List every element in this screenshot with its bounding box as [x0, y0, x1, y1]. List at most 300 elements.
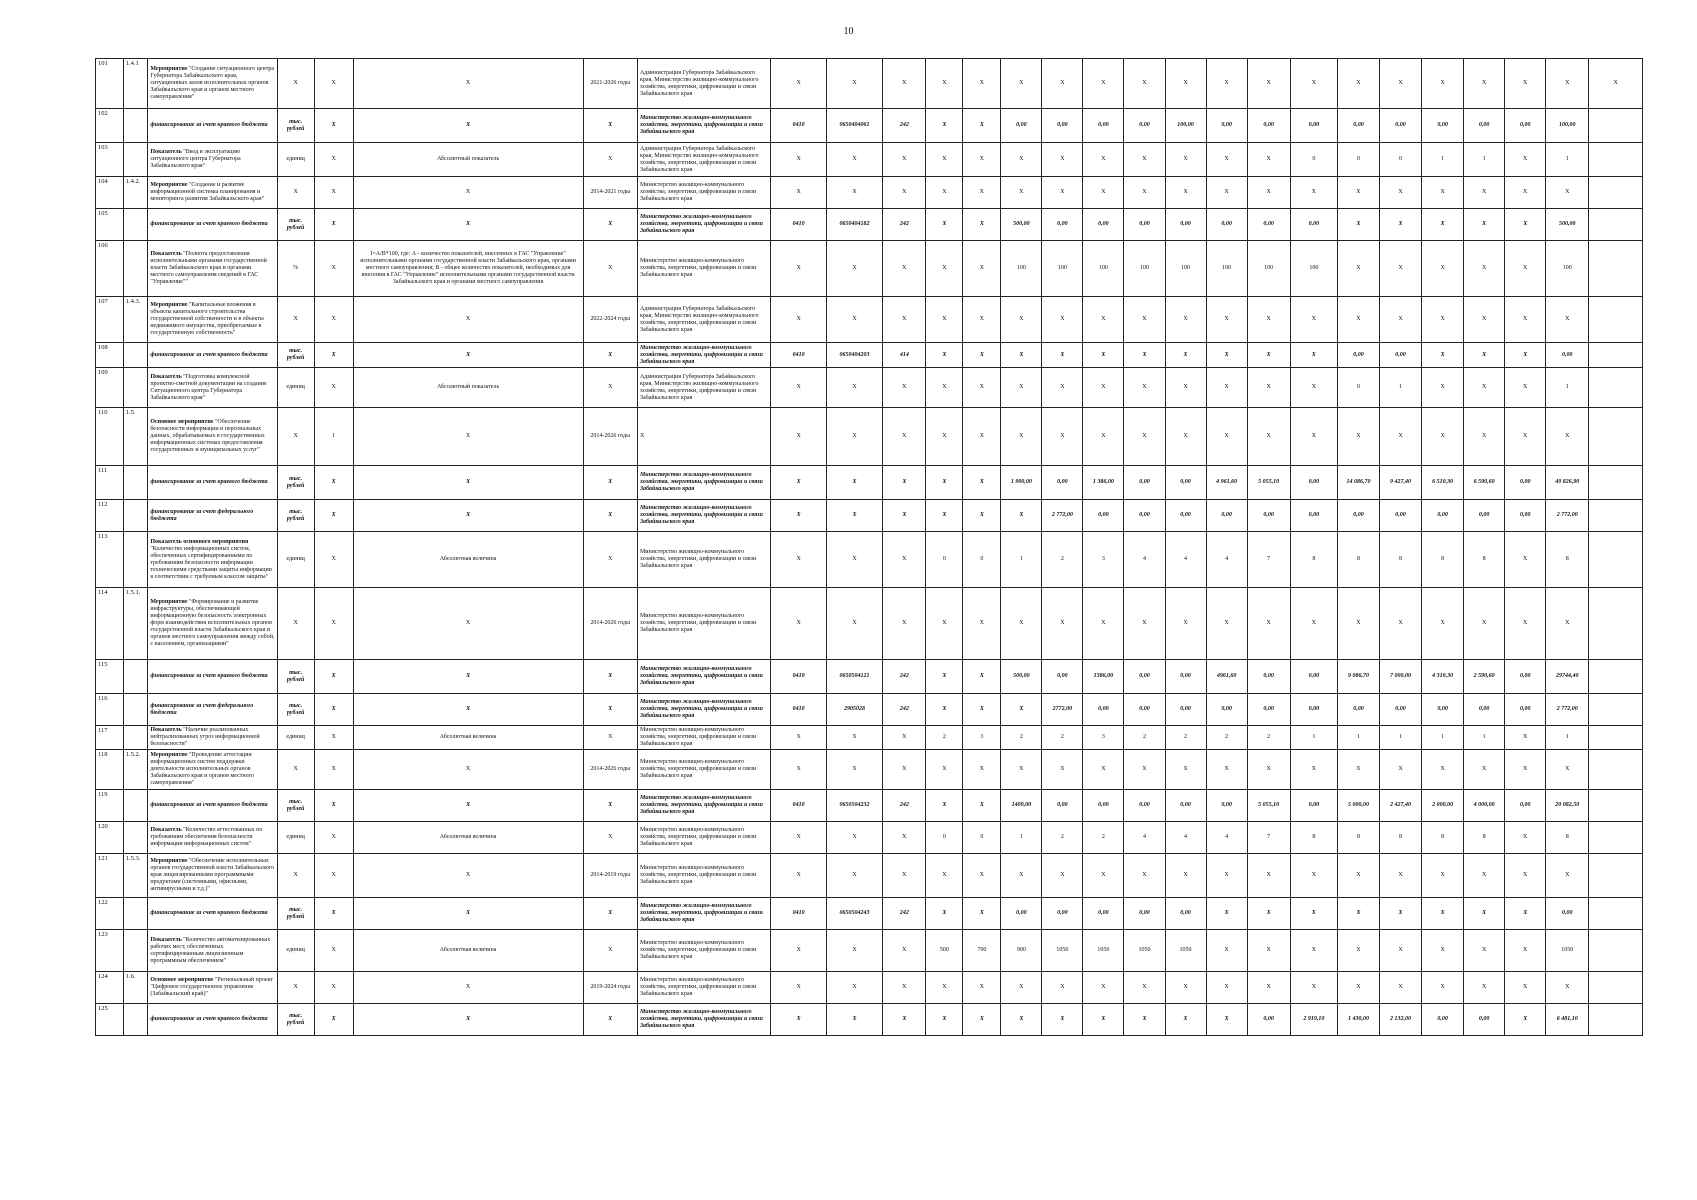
value-cell: X	[1247, 408, 1290, 466]
value-cell: 1	[1380, 726, 1422, 750]
value-cell: 1400,00	[1001, 790, 1042, 822]
executor-cell: Министерство жилищно-коммунального хозяйства, энергетики, цифровизации и связи Забайкальского края	[637, 1004, 770, 1036]
value-cell: 0,00	[1290, 209, 1337, 241]
period-cell: X	[583, 500, 637, 532]
executor-cell: Министерство жилищно-коммунального хозяйства, энергетики, цифровизации и связи Забайкальского края	[637, 109, 770, 143]
value-cell: X	[1337, 750, 1379, 790]
row-name-cell	[148, 343, 277, 368]
table-row	[96, 143, 1643, 177]
value-cell: X	[771, 143, 826, 177]
value-cell: X	[1337, 59, 1379, 109]
value-cell: 0,00	[1083, 790, 1124, 822]
value-cell: 0650404203	[826, 343, 882, 368]
executor-cell: Министерство жилищно-коммунального хозяйства, энергетики, цифровизации и связи Забайкальского края	[637, 177, 770, 209]
value-cell: 0,00	[1042, 209, 1083, 241]
row-name-cell	[148, 726, 277, 750]
indicator-flag-cell: 1	[314, 408, 353, 466]
value-cell: 49 826,90	[1546, 466, 1589, 500]
row-code-cell: 1.4.2.	[123, 177, 148, 209]
value-cell	[1589, 694, 1643, 726]
value-cell: X	[1546, 408, 1589, 466]
value-cell: 1 386,00	[1083, 466, 1124, 500]
value-cell: X	[1546, 750, 1589, 790]
row-name-cell	[148, 466, 277, 500]
value-cell: X	[1083, 1004, 1124, 1036]
value-cell: X	[1380, 209, 1422, 241]
executor-cell: Министерство жилищно-коммунального хозяйства, энергетики, цифровизации и связи Забайкальского края	[637, 588, 770, 660]
indicator-flag-cell: X	[314, 177, 353, 209]
value-cell: X	[1206, 177, 1247, 209]
indicator-flag-cell: X	[314, 694, 353, 726]
value-cell: 2	[1206, 726, 1247, 750]
table-row	[96, 726, 1643, 750]
value-cell: 0,00	[1464, 500, 1505, 532]
period-cell: 2014-2026 годы	[583, 408, 637, 466]
value-cell: X	[1290, 854, 1337, 898]
value-cell	[1589, 1004, 1643, 1036]
value-cell: 0,00	[1042, 898, 1083, 930]
value-cell: X	[1247, 588, 1290, 660]
value-cell: 0	[1337, 368, 1379, 408]
row-name-lead: Показатель	[150, 827, 182, 833]
value-cell: 4961,60	[1206, 660, 1247, 694]
value-cell: 0,00	[1290, 694, 1337, 726]
value-cell: 100	[1546, 241, 1589, 297]
value-cell: 0,00	[1083, 500, 1124, 532]
value-cell: X	[963, 588, 1001, 660]
value-cell: X	[1001, 143, 1042, 177]
row-number-cell: 102	[96, 109, 124, 143]
period-cell: X	[583, 532, 637, 588]
value-cell: 0,00	[1206, 500, 1247, 532]
value-cell: 0,00	[1206, 790, 1247, 822]
value-cell: X	[1422, 59, 1464, 109]
value-cell: X	[1464, 177, 1505, 209]
value-cell: X	[1464, 408, 1505, 466]
executor-cell: Министерство жилищно-коммунального хозяйства, энергетики, цифровизации и связи Забайкальского края	[637, 822, 770, 854]
value-cell: X	[1001, 177, 1042, 209]
value-cell: 0,00	[1165, 898, 1206, 930]
value-cell: 100	[1290, 241, 1337, 297]
value-cell: X	[771, 1004, 826, 1036]
value-cell: X	[1206, 898, 1247, 930]
value-cell: X	[963, 209, 1001, 241]
value-cell: 0,00	[1546, 343, 1589, 368]
formula-cell: X	[353, 297, 583, 343]
executor-cell: Министерство жилищно-коммунального хозяйства, энергетики, цифровизации и связи Забайкальского края	[637, 726, 770, 750]
value-cell: X	[826, 972, 882, 1004]
executor-cell: Министерство жилищно-коммунального хозяйства, энергетики, цифровизации и связи Забайкальского края	[637, 660, 770, 694]
value-cell: X	[1337, 408, 1379, 466]
row-name-cell	[148, 898, 277, 930]
value-cell	[1589, 241, 1643, 297]
value-cell: 0,00	[1206, 109, 1247, 143]
value-cell: X	[1380, 408, 1422, 466]
value-cell: 4 000,00	[1464, 790, 1505, 822]
value-cell: 0,00	[1247, 694, 1290, 726]
value-cell: 0,00	[1247, 660, 1290, 694]
value-cell: X	[1290, 368, 1337, 408]
value-cell: X	[1042, 750, 1083, 790]
value-cell: X	[883, 930, 926, 972]
value-cell: X	[926, 109, 963, 143]
value-cell: 0,00	[1422, 109, 1464, 143]
value-cell: 4	[1124, 532, 1165, 588]
value-cell: 6 481,10	[1546, 1004, 1589, 1036]
row-number-cell: 120	[96, 822, 124, 854]
value-cell: 5 055,10	[1247, 466, 1290, 500]
value-cell: 242	[883, 209, 926, 241]
value-cell: X	[1464, 297, 1505, 343]
row-code-cell	[123, 466, 148, 500]
value-cell: 0410	[771, 209, 826, 241]
unit-cell: X	[277, 972, 314, 1004]
value-cell: 0,00	[1124, 660, 1165, 694]
value-cell: 0,00	[1124, 109, 1165, 143]
value-cell: X	[1165, 368, 1206, 408]
executor-cell: Министерство жилищно-коммунального хозяйства, энергетики, цифровизации и связи Забайкальского края	[637, 930, 770, 972]
value-cell: X	[1464, 209, 1505, 241]
table-row	[96, 972, 1643, 1004]
value-cell: X	[1337, 177, 1379, 209]
value-cell: X	[1422, 297, 1464, 343]
row-name-lead: Показатель	[150, 373, 182, 380]
value-cell: X	[1546, 854, 1589, 898]
unit-cell: тыс. рублей	[277, 898, 314, 930]
row-number-cell: 124	[96, 972, 124, 1004]
value-cell: 1	[1001, 532, 1042, 588]
value-cell: X	[1290, 59, 1337, 109]
row-name-lead: Мероприятие	[150, 752, 188, 758]
value-cell: X	[1380, 297, 1422, 343]
value-cell: X	[883, 854, 926, 898]
value-cell: X	[883, 750, 926, 790]
value-cell: X	[963, 241, 1001, 297]
value-cell: 2 772,00	[1546, 500, 1589, 532]
executor-cell: Министерство жилищно-коммунального хозяйства, энергетики, цифровизации и связи Забайкальского края	[637, 209, 770, 241]
formula-cell: X	[353, 408, 583, 466]
value-cell: X	[1206, 750, 1247, 790]
value-cell: 0,00	[1422, 1004, 1464, 1036]
row-name-cell	[148, 109, 277, 143]
formula-cell: Абсолютный показатель	[353, 368, 583, 408]
value-cell: X	[1165, 408, 1206, 466]
value-cell: 0,00	[1247, 1004, 1290, 1036]
value-cell: X	[1042, 408, 1083, 466]
value-cell: X	[1165, 854, 1206, 898]
value-cell: 0,00	[1337, 343, 1379, 368]
row-name-cell	[148, 750, 277, 790]
row-name-lead: Основное мероприятие	[150, 977, 214, 983]
value-cell: 0	[926, 822, 963, 854]
value-cell: X	[926, 588, 963, 660]
row-name-cell	[148, 177, 277, 209]
value-cell: X	[1337, 241, 1379, 297]
value-cell: X	[883, 297, 926, 343]
value-cell: 1	[1422, 143, 1464, 177]
period-cell: X	[583, 790, 637, 822]
value-cell: X	[1124, 408, 1165, 466]
indicator-flag-cell: X	[314, 109, 353, 143]
value-cell: 4	[1206, 822, 1247, 854]
formula-cell: X	[353, 466, 583, 500]
value-cell: X	[771, 177, 826, 209]
value-cell: X	[963, 466, 1001, 500]
table-row	[96, 408, 1643, 466]
value-cell: 0,00	[1505, 790, 1546, 822]
value-cell: 0410	[771, 790, 826, 822]
unit-cell: X	[277, 408, 314, 466]
value-cell: 100	[1001, 241, 1042, 297]
value-cell: X	[1083, 972, 1124, 1004]
unit-cell: тыс. рублей	[277, 1004, 314, 1036]
value-cell: X	[1505, 972, 1546, 1004]
value-cell: X	[826, 466, 882, 500]
value-cell: 0,00	[1505, 694, 1546, 726]
value-cell: X	[1422, 930, 1464, 972]
value-cell: 100	[1206, 241, 1247, 297]
value-cell: X	[1337, 854, 1379, 898]
row-name-text: "Обеспечение безопасности информации и персональных данных, обрабатываемых в государственных информационных системах предоставления государственных и муниципальных услуг"	[150, 419, 265, 453]
value-cell: 2	[1042, 822, 1083, 854]
value-cell: X	[826, 241, 882, 297]
value-cell: X	[1247, 297, 1290, 343]
value-cell: X	[1337, 898, 1379, 930]
value-cell: 0,00	[1206, 694, 1247, 726]
value-cell: 0,00	[1247, 209, 1290, 241]
value-cell: 0,00	[1042, 660, 1083, 694]
value-cell: X	[1206, 972, 1247, 1004]
value-cell	[1589, 143, 1643, 177]
value-cell	[1589, 297, 1643, 343]
value-cell: 2	[1247, 726, 1290, 750]
value-cell: 1386,00	[1083, 660, 1124, 694]
row-name-cell	[148, 500, 277, 532]
value-cell: X	[771, 854, 826, 898]
period-cell: X	[583, 466, 637, 500]
value-cell: X	[1290, 898, 1337, 930]
value-cell: X	[1042, 368, 1083, 408]
value-cell: 2 590,60	[1464, 660, 1505, 694]
row-code-cell: 1.4.3.	[123, 297, 148, 343]
value-cell: X	[926, 500, 963, 532]
value-cell	[1589, 822, 1643, 854]
row-number-cell: 110	[96, 408, 124, 466]
formula-cell: X	[353, 177, 583, 209]
row-name-text: финансирование за счет краевого бюджета	[150, 351, 268, 358]
row-number-cell: 111	[96, 466, 124, 500]
value-cell: X	[1124, 297, 1165, 343]
value-cell: X	[1380, 854, 1422, 898]
indicator-flag-cell: X	[314, 972, 353, 1004]
value-cell: 100	[1042, 241, 1083, 297]
value-cell: 100	[1165, 241, 1206, 297]
value-cell: X	[963, 898, 1001, 930]
value-cell: X	[1165, 177, 1206, 209]
indicator-flag-cell: X	[314, 143, 353, 177]
row-name-text: финансирование за счет краевого бюджета	[150, 1016, 268, 1022]
table-row	[96, 209, 1643, 241]
row-number-cell: 108	[96, 343, 124, 368]
unit-cell: X	[277, 59, 314, 109]
value-cell: X	[1165, 143, 1206, 177]
formula-cell: X	[353, 790, 583, 822]
value-cell: X	[926, 343, 963, 368]
value-cell: X	[1464, 854, 1505, 898]
value-cell: 0410	[771, 343, 826, 368]
program-table	[95, 58, 1643, 1036]
row-name-lead: Показатель	[150, 149, 182, 155]
formula-cell: Абсолютная величина	[353, 930, 583, 972]
value-cell: X	[926, 143, 963, 177]
value-cell: X	[1124, 177, 1165, 209]
row-name-lead: Мероприятие	[150, 302, 188, 308]
period-cell: X	[583, 930, 637, 972]
value-cell: 4	[1165, 822, 1206, 854]
row-name-text: финансирование за счет краевого бюджета	[150, 910, 268, 916]
value-cell: X	[1546, 177, 1589, 209]
executor-cell: Администрация Губернатора Забайкальского края, Министерство жилищно-коммунального хозяйства, энергетики, цифровизации и связи Забайкальского края	[637, 59, 770, 109]
value-cell: 2	[1001, 726, 1042, 750]
unit-cell: единиц	[277, 726, 314, 750]
value-cell: 2	[1083, 822, 1124, 854]
value-cell: X	[826, 408, 882, 466]
value-cell: 0	[1290, 143, 1337, 177]
value-cell: 0	[926, 532, 963, 588]
row-name-cell	[148, 59, 277, 109]
unit-cell: X	[277, 854, 314, 898]
value-cell	[1589, 854, 1643, 898]
row-code-cell	[123, 343, 148, 368]
formula-cell: Абсолютная величина	[353, 726, 583, 750]
period-cell: 2014-2026 годы	[583, 750, 637, 790]
value-cell: X	[1247, 177, 1290, 209]
value-cell: X	[1124, 143, 1165, 177]
value-cell: X	[771, 59, 826, 109]
value-cell: 1 430,00	[1337, 1004, 1379, 1036]
value-cell: X	[1042, 143, 1083, 177]
value-cell: X	[1001, 972, 1042, 1004]
table-row	[96, 177, 1643, 209]
value-cell: 2 919,10	[1290, 1004, 1337, 1036]
row-name-cell	[148, 408, 277, 466]
value-cell: X	[1083, 368, 1124, 408]
value-cell: 0650504232	[826, 790, 882, 822]
value-cell: X	[883, 726, 926, 750]
value-cell: X	[826, 177, 882, 209]
value-cell: 0,00	[1083, 898, 1124, 930]
value-cell: 29744,40	[1546, 660, 1589, 694]
value-cell: 2 772,00	[1042, 500, 1083, 532]
unit-cell: тыс. рублей	[277, 500, 314, 532]
value-cell: 2 772,00	[1546, 694, 1589, 726]
value-cell: X	[826, 143, 882, 177]
formula-cell: X	[353, 972, 583, 1004]
table-row	[96, 898, 1643, 930]
row-name-lead: Мероприятие	[150, 858, 188, 864]
value-cell: X	[826, 854, 882, 898]
value-cell: 8	[1464, 822, 1505, 854]
value-cell: X	[1505, 588, 1546, 660]
unit-cell: единиц	[277, 930, 314, 972]
row-name-cell	[148, 241, 277, 297]
value-cell: 0,00	[1546, 898, 1589, 930]
value-cell: X	[826, 750, 882, 790]
value-cell	[1589, 588, 1643, 660]
table-row	[96, 297, 1643, 343]
value-cell: X	[1422, 177, 1464, 209]
value-cell: X	[926, 854, 963, 898]
row-name-lead: Показатель	[150, 936, 182, 943]
value-cell: X	[1505, 368, 1546, 408]
value-cell: 7	[1247, 532, 1290, 588]
value-cell	[1589, 532, 1643, 588]
value-cell: X	[963, 1004, 1001, 1036]
value-cell: 500,00	[1001, 209, 1042, 241]
value-cell: 1	[1546, 143, 1589, 177]
executor-cell: Министерство жилищно-коммунального хозяйства, энергетики, цифровизации и связи Забайкальского края	[637, 694, 770, 726]
value-cell: 8	[1464, 532, 1505, 588]
value-cell: X	[1001, 854, 1042, 898]
value-cell: 0,00	[1337, 109, 1379, 143]
value-cell: X	[1042, 177, 1083, 209]
value-cell: 0,00	[1124, 694, 1165, 726]
value-cell: X	[1206, 1004, 1247, 1036]
value-cell: 0,00	[1290, 660, 1337, 694]
value-cell: X	[1337, 209, 1379, 241]
value-cell: 5 055,10	[1247, 790, 1290, 822]
value-cell: X	[1042, 297, 1083, 343]
table-row	[96, 59, 1643, 109]
row-code-cell: 1.5.1.	[123, 588, 148, 660]
value-cell: X	[1337, 297, 1379, 343]
formula-cell: X	[353, 343, 583, 368]
value-cell: X	[1337, 588, 1379, 660]
row-number-cell: 101	[96, 59, 124, 109]
value-cell: 8	[1290, 532, 1337, 588]
row-name-cell	[148, 588, 277, 660]
executor-cell: Администрация Губернатора Забайкальского края, Министерство жилищно-коммунального хозяйства, энергетики, цифровизации и связи Забайкальского края	[637, 143, 770, 177]
value-cell: X	[926, 241, 963, 297]
row-name-cell	[148, 1004, 277, 1036]
indicator-flag-cell: X	[314, 898, 353, 930]
value-cell: X	[1505, 209, 1546, 241]
value-cell: X	[1206, 930, 1247, 972]
value-cell: 0650504121	[826, 660, 882, 694]
value-cell: X	[1247, 972, 1290, 1004]
value-cell: X	[1589, 59, 1643, 109]
value-cell: 242	[883, 790, 926, 822]
value-cell: 0650404061	[826, 109, 882, 143]
value-cell: 100	[1247, 241, 1290, 297]
value-cell: 0,00	[1042, 466, 1083, 500]
row-name-text: "Полнота предоставления исполнительными органами государственной власти Забайкальского края и органами местного самоуправления сведений в ГАС "Управление""	[150, 251, 267, 285]
value-cell: X	[826, 500, 882, 532]
value-cell: X	[1083, 408, 1124, 466]
value-cell: 0,00	[1001, 109, 1042, 143]
value-cell: X	[1165, 972, 1206, 1004]
value-cell: X	[1083, 59, 1124, 109]
value-cell: X	[883, 1004, 926, 1036]
value-cell: 7 000,00	[1380, 660, 1422, 694]
value-cell: 4 961,60	[1206, 466, 1247, 500]
table-row	[96, 368, 1643, 408]
indicator-flag-cell: X	[314, 1004, 353, 1036]
page-number: 10	[843, 26, 854, 37]
indicator-flag-cell: X	[314, 660, 353, 694]
table-row	[96, 790, 1643, 822]
value-cell: 0,00	[1042, 790, 1083, 822]
